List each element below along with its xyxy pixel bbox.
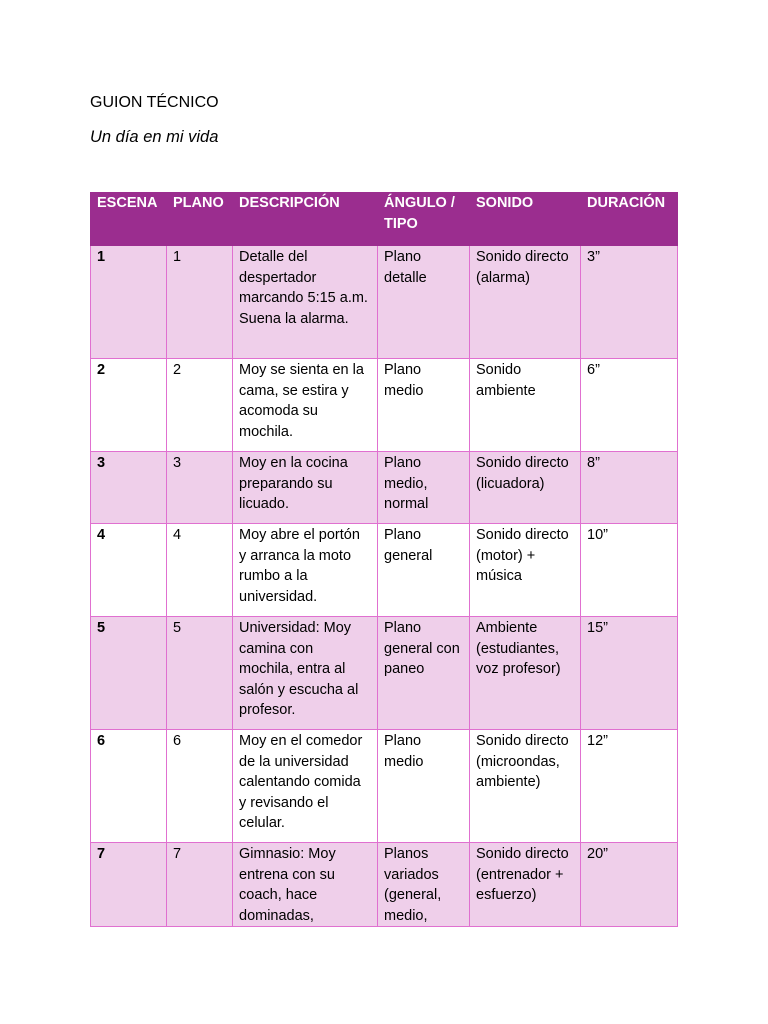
cell-sonido: Sonido directo (alarma) xyxy=(470,246,581,359)
header-plano: PLANO xyxy=(167,193,233,246)
cell-angulo: Plano medio xyxy=(378,359,470,452)
header-duracion: DURACIÓN xyxy=(581,193,678,246)
header-descripcion: DESCRIPCIÓN xyxy=(233,193,378,246)
cell-sonido: Sonido directo (microondas, ambiente) xyxy=(470,730,581,843)
cell-escena: 6 xyxy=(91,730,167,843)
table-row xyxy=(91,246,678,359)
cell-escena: 3 xyxy=(91,452,167,524)
cell-escena: 7 xyxy=(91,843,167,927)
cell-duracion: 6” xyxy=(581,359,678,452)
cell-escena: 2 xyxy=(91,359,167,452)
cell-duracion: 10” xyxy=(581,524,678,617)
cell-angulo: Plano medio, normal xyxy=(378,452,470,524)
cell-plano: 2 xyxy=(167,359,233,452)
cell-sonido: Sonido directo (entrenador + esfuerzo) xyxy=(470,843,581,927)
cell-sonido: Sonido ambiente xyxy=(470,359,581,452)
cell-plano: 1 xyxy=(167,246,233,359)
cell-duracion: 8” xyxy=(581,452,678,524)
cell-plano: 3 xyxy=(167,452,233,524)
cell-descripcion: Moy abre el portón y arranca la moto rumbo a la universidad. xyxy=(233,524,378,617)
cell-descripcion: Universidad: Moy camina con mochila, entra al salón y escucha al profesor. xyxy=(233,617,378,730)
cell-sonido: Ambiente (estudiantes, voz profesor) xyxy=(470,617,581,730)
technical-script-table xyxy=(90,192,678,927)
cell-angulo: Plano medio xyxy=(378,730,470,843)
document-title: GUION TÉCNICO xyxy=(90,94,219,111)
cell-descripcion: Moy en el comedor de la universidad calentando comida y revisando el celular. xyxy=(233,730,378,843)
cell-plano: 5 xyxy=(167,617,233,730)
table-row xyxy=(91,617,678,730)
cell-duracion: 3” xyxy=(581,246,678,359)
cell-sonido: Sonido directo (licuadora) xyxy=(470,452,581,524)
cell-escena: 1 xyxy=(91,246,167,359)
cell-descripcion: Gimnasio: Moy entrena con su coach, hace dominadas, xyxy=(233,843,378,927)
document-subtitle: Un día en mi vida xyxy=(90,128,219,146)
cell-escena: 4 xyxy=(91,524,167,617)
cell-angulo: Planos variados (general, medio, xyxy=(378,843,470,927)
cell-angulo: Plano general xyxy=(378,524,470,617)
cell-descripcion: Moy se sienta en la cama, se estira y acomoda su mochila. xyxy=(233,359,378,452)
cell-duracion: 20” xyxy=(581,843,678,927)
cell-descripcion: Moy en la cocina preparando su licuado. xyxy=(233,452,378,524)
header-escena: ESCENA xyxy=(91,193,167,246)
table-row xyxy=(91,452,678,524)
cell-plano: 4 xyxy=(167,524,233,617)
cell-plano: 7 xyxy=(167,843,233,927)
table-row xyxy=(91,359,678,452)
table-row xyxy=(91,730,678,843)
table-header-row xyxy=(91,193,678,246)
cell-duracion: 15” xyxy=(581,617,678,730)
header-angulo: ÁNGULO / TIPO xyxy=(378,193,470,246)
cell-duracion: 12” xyxy=(581,730,678,843)
header-sonido: SONIDO xyxy=(470,193,581,246)
cell-sonido: Sonido directo (motor) + música xyxy=(470,524,581,617)
cell-escena: 5 xyxy=(91,617,167,730)
table-row xyxy=(91,524,678,617)
cell-descripcion: Detalle del despertador marcando 5:15 a.m. Suena la alarma. xyxy=(233,246,378,359)
cell-angulo: Plano detalle xyxy=(378,246,470,359)
cell-angulo: Plano general con paneo xyxy=(378,617,470,730)
table-row xyxy=(91,843,678,927)
cell-plano: 6 xyxy=(167,730,233,843)
